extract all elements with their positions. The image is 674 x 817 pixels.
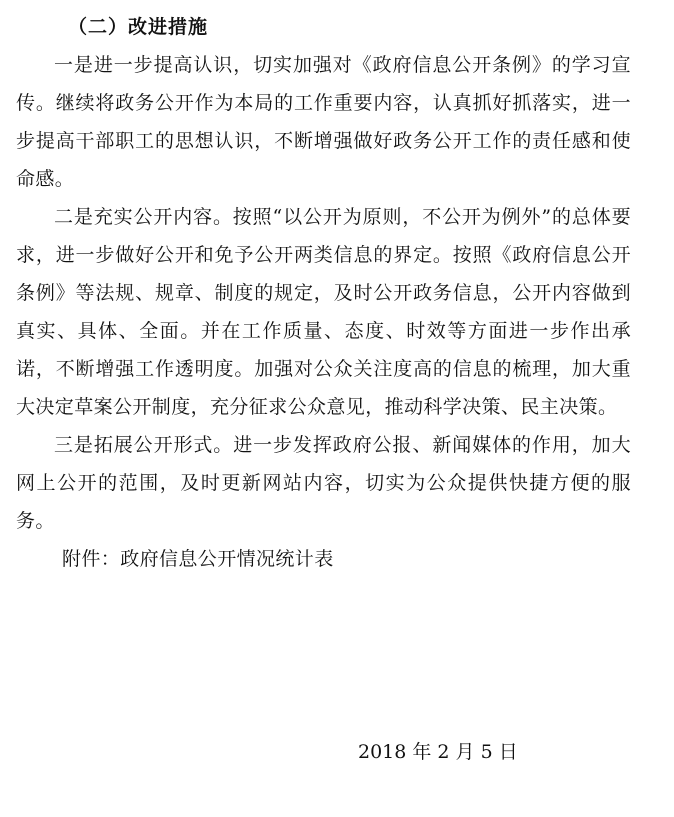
section-heading: （二）改进措施 xyxy=(68,16,209,38)
attachment-line: 附件：政府信息公开情况统计表 xyxy=(62,548,334,570)
paragraph-forms: 三是拓展公开形式。进一步发挥政府公报、新闻媒体的作用，加大网上公开的范围，及时更新网站内容，切实为公众提供快捷方便的服务。 xyxy=(16,434,631,532)
document-date: 2018 年 2 月 5 日 xyxy=(358,741,518,763)
paragraph-awareness: 一是进一步提高认识，切实加强对《政府信息公开条例》的学习宣传。继续将政务公开作为本局的工作重要内容，认真抓好抓落实，进一步提高干部职工的思想认识，不断增强做好政务公开工作的责任感和使命感。 xyxy=(16,54,631,190)
paragraph-content: 二是充实公开内容。按照“以公开为原则，不公开为例外”的总体要求，进一步做好公开和免予公开两类信息的界定。按照《政府信息公开条例》等法规、规章、制度的规定，及时公开政务信息，公开内容做到真实、具体、全面。并在工作质量、态度、时效等方面进一步作出承诺，不断增强工作透明度。加强对公众关注度高的信息的梳理，加大重大决定草案公开制度，充分征求公众意见，推动科学决策、民主决策。 xyxy=(16,206,631,418)
